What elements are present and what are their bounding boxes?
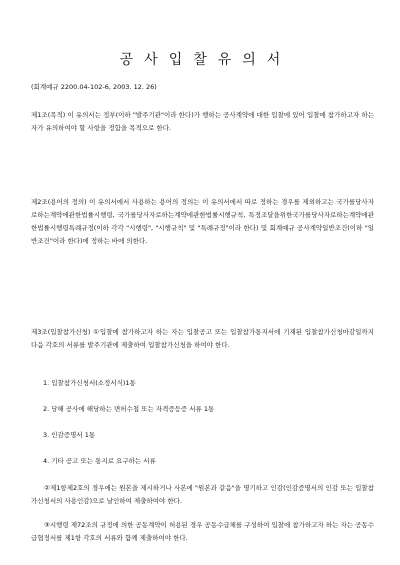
list-item: 4. 기타 공고 또는 통지로 요구하는 서류 xyxy=(43,457,156,465)
article-1: 제1조(목적) 이 유의서는 정부(이하 "발주기관"이라 한다)가 행하는 공사계약에 대한 입찰에 있어 입찰에 참가하고자 하는 자가 유의하여야 할 사항을 정함을 목적으로 한다. xyxy=(31,111,374,132)
article-2: 제2조(용어의 정의) 이 유의서에서 사용하는 용어의 정의는 이 유의서에서 따로 정하는 경우를 제외하고는 국가를당사자로하는계약에관한법률시행령, 국가를당사자로하는계약에관한법률시행규칙, 특정조달을위한국가를당사자로하는계약에관한법률시행령특례규정(이하 각각 "시행령", "시행규칙" 및 "특례규정"이라 한다) 및 회계예규 공사계약일반조건(이하 "일반조건"이라 한다)에 정하는 바에 의한다. xyxy=(31,198,374,245)
list-item: 3. 인감증명서 1통 xyxy=(43,431,96,439)
document-title: 공사입찰유의서 xyxy=(119,52,292,68)
article-3-clause-3: ③시행령 제72조의 규정에 의한 공동계약이 허용된 경우 공동수급체를 구성하여 입찰에 참가하고자 하는 자는 공동수급협정서를 제1항 각호의 서류와 함께 제출하여야 한다. xyxy=(31,521,374,542)
article-3-clause-2: ②제1항제2호의 경우에는 원본을 제시하거나 사본에 "원본과 같음"을 명기하고 인감(인감증명서의 인감 또는 입찰참가신청서의 사용인감)으로 날인하여 제출하여야 한다. xyxy=(31,484,374,505)
article-3: 제3조(입찰참가신청) ①입찰에 참가하고자 하는 자는 입찰공고 또는 입찰참가통지서에 기재된 입찰참가신청마감일까지 다음 각호의 서류를 발주기관에 제출하여 입찰참가신청을 하여야 한다. xyxy=(31,328,374,349)
regulation-reference: (회계예규 2200.04-102-6, 2003. 12. 26) xyxy=(31,83,157,91)
list-item: 1. 입찰참가신청서(소정서식)1통 xyxy=(43,379,136,387)
list-item: 2. 당해 공사에 해당하는 면허수첩 또는 자격증등증 서류 1통 xyxy=(43,405,215,413)
